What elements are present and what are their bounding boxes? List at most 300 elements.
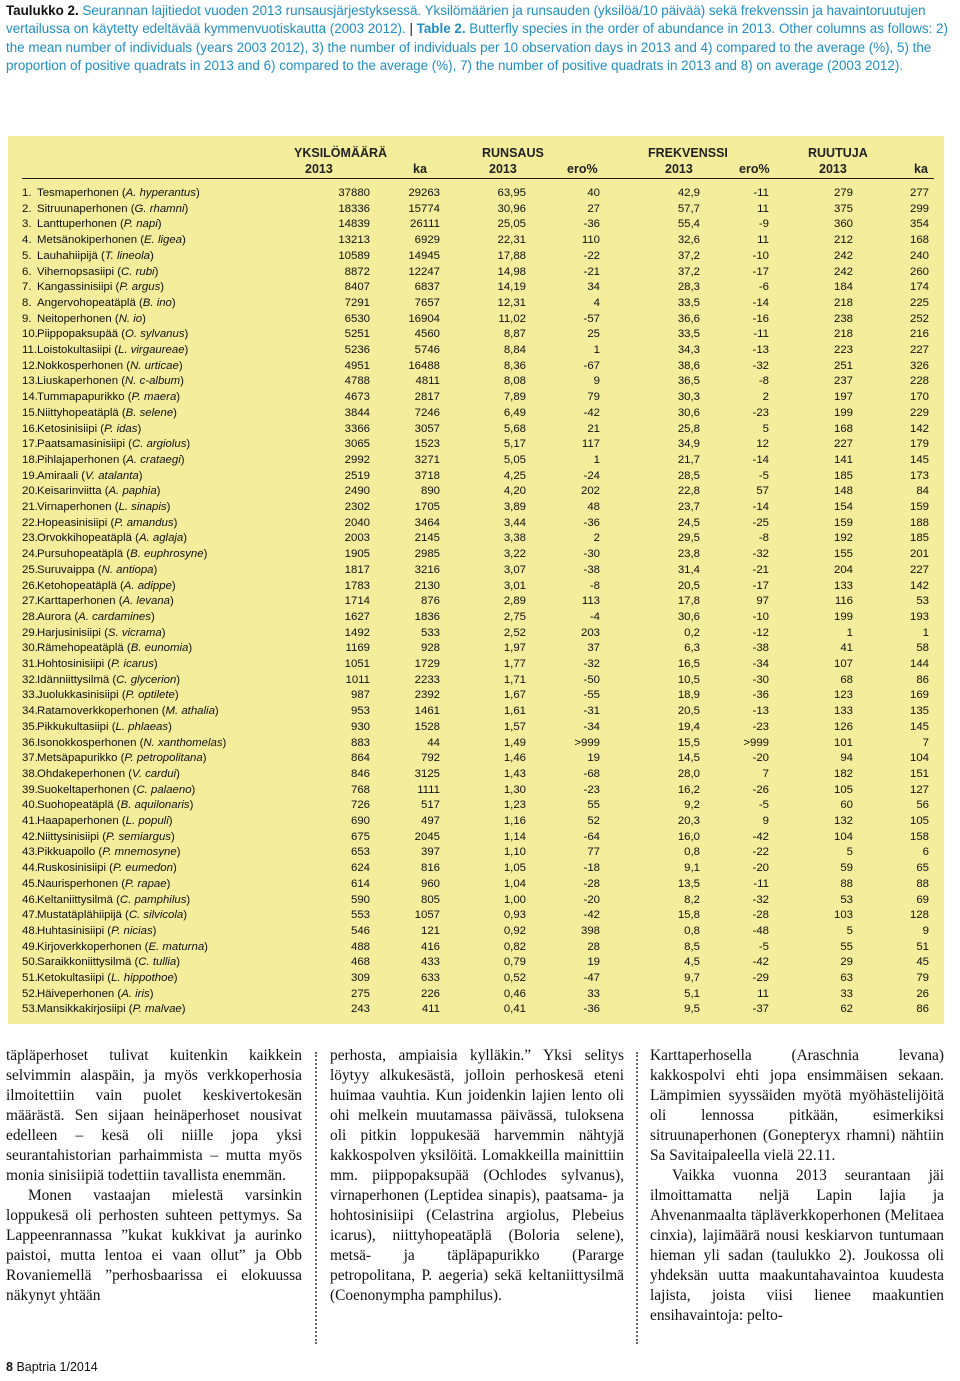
table-cell: -4 [589,610,600,623]
table-cell: 193 [909,610,929,623]
table-cell: 158 [909,830,929,843]
table-cell: 12 [756,438,769,451]
species-common-name: Ketohopeatäplä ( [37,579,124,592]
species-name [37,563,157,579]
table-cell: 14,98 [497,265,526,278]
species-name-close: ) [149,249,154,262]
table-row [8,626,944,642]
table-cell: 154 [833,501,853,513]
table-cell: 614 [350,877,370,890]
table-row [8,186,944,202]
table-cell: 2,52 [503,626,526,639]
table-cell: 110 [581,234,600,247]
table-cell: 9,5 [684,1003,700,1016]
table-cell: 16904 [408,312,440,325]
species-common-name: Hohtosinisiipi ( [37,658,112,670]
subheader-frek-2013: 2013 [665,162,693,176]
species-latin-name: G. rhamni [134,202,185,215]
table-cell: -31 [583,705,600,718]
table-cell: 204 [833,563,853,576]
species-latin-name: C. glycerion [116,673,177,686]
species-name-close: ) [171,579,176,592]
table-cell: 36,5 [677,375,700,388]
table-cell: 7 [762,767,769,780]
species-common-name: Rämehopeatäplä ( [37,642,131,655]
species-common-name: Pikkuapollo ( [37,846,103,859]
species-common-name: Tesmaperhonen ( [37,187,126,199]
species-latin-name: P. petropolitana [124,752,203,765]
subheader-runs-2013: 2013 [489,162,517,176]
table-cell: 398 [580,924,600,937]
table-cell: 3271 [414,453,440,466]
header-rule [22,178,934,179]
table-cell: 468 [350,956,370,969]
table-row [8,704,944,720]
table-row [8,249,944,265]
table-cell: 51 [916,940,929,953]
table-cell: 203 [580,626,600,639]
species-name-close: ) [176,767,180,780]
table-cell: 29263 [408,187,440,199]
table-cell: 12247 [408,265,440,278]
table-cell: 1,04 [503,877,526,890]
text-column-3 [650,1046,944,1326]
table-cell: 101 [833,736,853,749]
col3-paragraph-1: Karttaperhosella (Araschnia levana) kakkospolvi ehti jopa ensimmäisen sekaan. Lämpimien syyssäiden myötä myöhästelijöitä oli lennossa pitkään, esimerkiksi sitruunaperhonen (Gonepteryx rhamni) nähtiin Sa Savitaipaleella vielä 22.11. [650,1047,944,1164]
table-cell: 62 [840,1003,853,1016]
table-cell: 3,44 [503,516,526,529]
table-cell: 229 [909,406,929,419]
species-latin-name: A. aglaja [138,532,184,545]
table-cell: 397 [420,846,440,859]
row-rank: 7. [22,281,32,294]
col3-paragraph-2: Vaikka vuonna 2013 seurantaan jäi ilmoittamatta neljä Lapin lajia ja Ahvenanmaalta täpläverkkoperhonen (Melitaea cinxia), lajimäärä nousi keskiarvon tuntumaan hieman yli sadan (taulukko 2). Joukossa oli yhdeksän uutta maakuntahavaintoa kuudesta lajista, joista viisi lienee maakuntien ensihavaintoja: pelto- [650,1167,944,1324]
table-cell: 2392 [414,689,440,702]
table-cell: -22 [583,249,600,262]
row-rank: 41. [22,815,38,827]
table-cell: 212 [833,234,853,247]
table-cell: 8,08 [503,375,526,388]
table-cell: 3,22 [503,548,526,561]
table-cell: 36,6 [677,312,700,325]
table-cell: 4788 [344,375,370,388]
table-cell: -21 [752,563,769,576]
species-name-close: ) [184,328,189,341]
table-cell: 55 [587,799,600,812]
species-latin-name: P. optilete [125,689,175,702]
table-cell: 30,96 [497,202,526,215]
table-cell: 155 [833,548,853,561]
row-rank: 39. [22,783,38,796]
species-name-close: ) [156,485,161,498]
species-name [37,516,177,532]
table-cell: 11 [757,987,769,1000]
table-cell: -36 [583,516,600,529]
table-cell: 3065 [344,438,370,451]
table-row [8,312,944,328]
table-cell: -29 [752,972,769,984]
table-cell: 2 [762,391,769,404]
row-rank: 5. [22,249,32,262]
table-cell: 792 [420,752,440,765]
table-cell: -34 [752,658,769,670]
species-table [8,136,944,1024]
table-cell: 251 [833,359,853,372]
table-cell: 199 [833,406,853,419]
table-cell: 151 [909,767,929,780]
table-cell: 4,20 [503,485,526,498]
table-cell: 28,5 [677,469,700,482]
table-cell: 63,95 [497,187,526,199]
species-name [37,531,187,547]
table-cell: -28 [752,909,769,922]
table-row [8,374,944,390]
table-cell: 11,02 [498,312,526,325]
table-cell: -48 [752,924,769,937]
species-common-name: Pihlajaperhonen ( [37,453,127,466]
table-row [8,280,944,296]
species-common-name: Sitruunaperhonen ( [37,202,135,215]
table-cell: 4951 [344,359,370,372]
table-cell: 0,2 [684,626,700,639]
table-cell: 2145 [414,532,440,545]
table-cell: -32 [752,548,769,561]
species-latin-name: A. cardamines [78,610,151,623]
species-name [37,908,187,924]
table-cell: 6929 [414,234,440,247]
table-caption: Taulukko 2. Seurannan lajitiedot vuoden 2013 runsausjärjestyksessä. Yksilömäärien ja runsauden (yksilöä/10 päivää) sekä frekvenssin ja havaintoruutujen vertailussa on käytetty edeltävää kymmenvuotiskautta (2003 2012). | Table 2. Butterfly species in the order of abundance in 2013. Other columns as follows: 2) the mean number of individuals (years 2003 2012), 3) the number of individuals per 10 observation days in 2013 and 4) compared to the average (%), 5) the proportion of positive quadrats in 2013 and 6) compared to the average (%), 7) the number of positive quadrats in 2013 and 8) on average (2003 2012). [6,3,948,74]
subheader-yks-ka: ka [413,162,427,176]
species-latin-name: P. napi [123,218,158,231]
table-cell: 1,30 [503,783,526,796]
table-cell: -21 [583,265,600,278]
table-cell: 1,23 [503,799,526,812]
caption-en-text: Other columns as follows: 2) the mean number of individuals (years 2003 2012), 3) the number of individuals per 10 observation days in 2013 and 4) compared to the average (%), 5) the proportion of positive quadrats in 2013 and 6) compared to the average (%), 7) the number of positive quadrats in 2013 and 8) on average (2003 2012). [6,21,948,74]
species-name-close: ) [183,532,188,545]
table-row [8,845,944,861]
table-cell: 55 [840,940,853,953]
species-common-name: Piippopaksupää ( [37,328,126,341]
species-common-name: Harjusinisiipi ( [37,626,108,639]
species-latin-name: P. argus [119,281,161,294]
table-row [8,924,944,940]
species-name-close: ) [183,909,188,922]
species-name-close: ) [184,202,189,215]
table-cell: 9,2 [684,799,700,812]
table-cell: 326 [909,359,929,372]
species-latin-name: M. athalia [165,705,215,718]
species-name [37,359,183,375]
table-cell: -23 [752,406,769,419]
species-name [37,500,170,516]
table-cell: -16 [752,312,769,325]
table-cell: 133 [833,579,853,592]
table-row [8,217,944,233]
species-name [37,767,180,783]
row-rank: 9. [22,312,32,325]
table-cell: 5236 [344,344,370,356]
species-latin-name: L. populi [125,815,169,827]
table-cell: 6 [922,846,929,859]
table-cell: 225 [909,296,929,309]
table-cell: -50 [583,673,600,686]
species-name-close: ) [181,1003,186,1016]
table-cell: 242 [833,249,853,262]
table-cell: 9,7 [684,972,700,984]
row-rank: 21. [22,501,38,513]
table-cell: -5 [758,469,769,482]
table-cell: 876 [420,595,440,608]
row-rank: 14. [22,391,38,404]
table-row [8,453,944,469]
row-rank: 16. [22,422,38,435]
table-cell: 4 [593,296,600,309]
table-cell: 279 [833,187,853,199]
table-cell: 14,5 [677,752,700,765]
subheader-frek-ero: ero% [739,162,770,176]
species-latin-name: A. crataegi [126,453,181,466]
species-name [37,422,141,438]
table-cell: 19,4 [677,720,700,733]
table-cell: 169 [909,689,929,702]
table-row [8,233,944,249]
table-cell: 0,79 [503,956,526,969]
table-cell: 188 [909,516,929,529]
species-name-close: ) [176,956,181,969]
row-rank: 11. [22,344,37,356]
species-common-name: Ruskosinisiipi ( [37,862,113,875]
table-cell: 14839 [338,218,370,231]
table-cell: 1,71 [503,673,526,686]
table-cell: 2992 [344,453,370,466]
table-cell: 15,8 [677,909,700,922]
table-cell: 2040 [344,516,370,529]
table-cell: 202 [580,485,600,498]
table-cell: 69 [916,893,929,906]
table-row [8,955,944,971]
table-row [8,265,944,281]
table-cell: 226 [420,987,440,1000]
table-cell: 533 [420,626,440,639]
table-cell: 29 [840,956,853,969]
table-cell: -9 [758,218,769,231]
row-rank: 37. [22,752,38,765]
table-cell: -12 [752,626,769,639]
column-divider-2 [636,1052,638,1344]
table-cell: 3,38 [503,532,526,545]
table-row [8,783,944,799]
table-row [8,579,944,595]
table-cell: 7 [922,736,929,749]
row-rank: 43. [22,846,38,859]
table-cell: 354 [909,218,929,231]
table-cell: 8407 [344,281,370,294]
subheader-ruut-2013: 2013 [819,162,847,176]
table-cell: 17,8 [677,595,700,608]
table-cell: 375 [833,202,853,215]
table-cell: 2233 [414,673,440,686]
table-cell: 1111 [417,783,440,796]
table-cell: 33 [840,987,853,1000]
caption-en-title: Butterfly species in the order of abundance in 2013. [469,21,776,37]
table-cell: 1 [846,626,853,639]
row-rank: 36. [22,736,38,749]
species-name [37,233,186,249]
table-cell: 53 [840,893,853,906]
species-name [37,861,177,877]
species-name [37,296,176,312]
table-cell: 8,36 [503,359,526,372]
table-cell: 1905 [344,548,370,561]
table-row [8,610,944,626]
species-common-name: Virnaperhonen ( [37,501,119,513]
species-name [37,877,170,893]
table-cell: 1836 [414,610,440,623]
row-rank: 52. [22,987,38,1000]
table-cell: -47 [583,972,600,984]
table-cell: 45 [916,956,929,969]
species-name-close: ) [153,658,158,670]
species-common-name: Saraikkoniittysilmä ( [37,956,139,969]
table-row [8,893,944,909]
table-cell: 104 [909,752,929,765]
species-common-name: Liuskaperhonen ( [37,375,126,388]
species-common-name: Pursuhopeatäplä ( [37,548,131,561]
species-common-name: Ratamoverkkoperhonen ( [37,705,166,718]
group-header-ruutuja: RUUTUJA [808,146,868,160]
species-common-name: Ketosinisiipi ( [37,422,105,435]
species-name [37,688,179,704]
species-latin-name: P. eumedon [112,862,173,875]
table-cell: 38,6 [677,359,700,372]
species-name [37,893,190,909]
table-cell: 22,31 [497,234,526,247]
table-cell: 86 [916,673,929,686]
table-row [8,877,944,893]
table-cell: 1,16 [503,815,526,827]
table-cell: 1 [922,626,929,639]
species-name [37,657,158,673]
table-cell: 0,93 [503,909,526,922]
table-row [8,202,944,218]
table-cell: 10,5 [677,673,700,686]
table-row [8,359,944,375]
caption-fi-text: Seurannan lajitiedot vuoden 2013 runsausjärjestyksessä. Yksilömäärien ja runsauden (yksilöä/10 päivää) sekä frekvenssin ja havaintoruutujen vertailussa on käytetty edeltävää kymmenvuotiskautta (2003 2012). [6,3,926,37]
table-cell: 97 [756,595,769,608]
table-cell: 28 [587,940,600,953]
table-cell: 86 [916,1003,929,1016]
species-name [37,437,190,453]
species-latin-name: B. ino [142,296,172,309]
table-cell: 52 [587,815,600,827]
table-cell: -17 [752,579,769,592]
row-rank: 38. [22,767,38,780]
table-cell: 5746 [414,344,440,356]
table-cell: 33 [587,987,600,1000]
col1-paragraph-2: Monen vastaajan mielestä varsinkin loppukesä oli perhosten suhteen pettymys. Sa Lappeenrannassa ”kukat kukkivat ja aurinko paistoi, mutta lentoa ei vaan ollut” ja Obb Rovaniemellä ”perhosbaarissa ei elokuussa näkynyt yhtään [6,1187,302,1304]
table-cell: 3057 [414,422,440,435]
table-cell: 17,88 [497,249,526,262]
table-cell: 3216 [414,563,440,576]
table-cell: 77 [587,846,600,859]
species-name-close: ) [186,438,191,451]
table-cell: 57 [756,485,769,498]
row-rank: 35. [22,720,38,733]
table-cell: -8 [758,375,769,388]
species-latin-name: A. hyperantus [125,187,196,199]
table-cell: 79 [587,391,600,404]
table-cell: 59 [840,862,853,875]
table-cell: -20 [583,893,600,906]
subheader-runs-ero: ero% [567,162,598,176]
table-cell: 16,5 [677,658,700,670]
species-common-name: Juolukkasinisiipi ( [37,689,126,702]
species-common-name: Mansikkakirjosiipi ( [37,1003,133,1016]
table-cell: 433 [420,956,440,969]
table-cell: 15,5 [677,736,700,749]
table-cell: 20,5 [677,705,700,718]
species-name [37,594,174,610]
species-name-close: ) [150,610,155,623]
table-cell: 105 [833,783,853,796]
species-name-close: ) [176,673,181,686]
table-cell: 816 [420,862,440,875]
row-rank: 8. [22,296,32,309]
species-name-close: ) [168,720,172,733]
species-name-close: ) [173,516,178,529]
table-cell: 182 [833,767,853,780]
species-common-name: Neitoperhonen ( [37,312,119,325]
table-cell: -42 [752,830,769,843]
table-cell: 242 [833,265,853,278]
table-cell: 987 [350,689,370,702]
table-cell: 1783 [344,579,370,592]
group-header-frekvenssi: FREKVENSSI [648,146,728,160]
table-cell: 1,10 [503,846,526,859]
journal-name: Baptria 1/2014 [16,1360,98,1374]
species-name-close: ) [166,501,171,513]
species-common-name: Tummapapurikko ( [37,391,132,404]
table-cell: 107 [833,658,853,670]
row-rank: 29. [22,626,38,639]
table-cell: 1051 [344,658,370,670]
species-latin-name: C. rubi [121,265,155,278]
species-name [37,265,158,281]
table-cell: 7246 [414,406,440,419]
row-rank: 17. [22,438,38,451]
table-cell: -24 [583,469,600,482]
table-row [8,500,944,516]
row-rank: 51. [22,972,38,984]
caption-en-label: Table 2. [416,21,466,37]
row-rank: 23. [22,532,38,545]
table-cell: 1705 [414,501,440,513]
table-cell: 5 [846,846,853,859]
table-cell: 104 [833,830,853,843]
table-cell: 60 [840,799,853,812]
species-name-close: ) [191,783,196,796]
species-name [37,830,175,846]
species-latin-name: B. selene [125,406,174,419]
species-name-close: ) [149,987,154,1000]
species-name-close: ) [157,218,162,231]
species-name [37,202,188,218]
table-row [8,861,944,877]
table-cell: 3844 [344,406,370,419]
species-name [37,798,193,814]
table-cell: 30,3 [677,391,700,404]
table-cell: 277 [909,187,929,199]
